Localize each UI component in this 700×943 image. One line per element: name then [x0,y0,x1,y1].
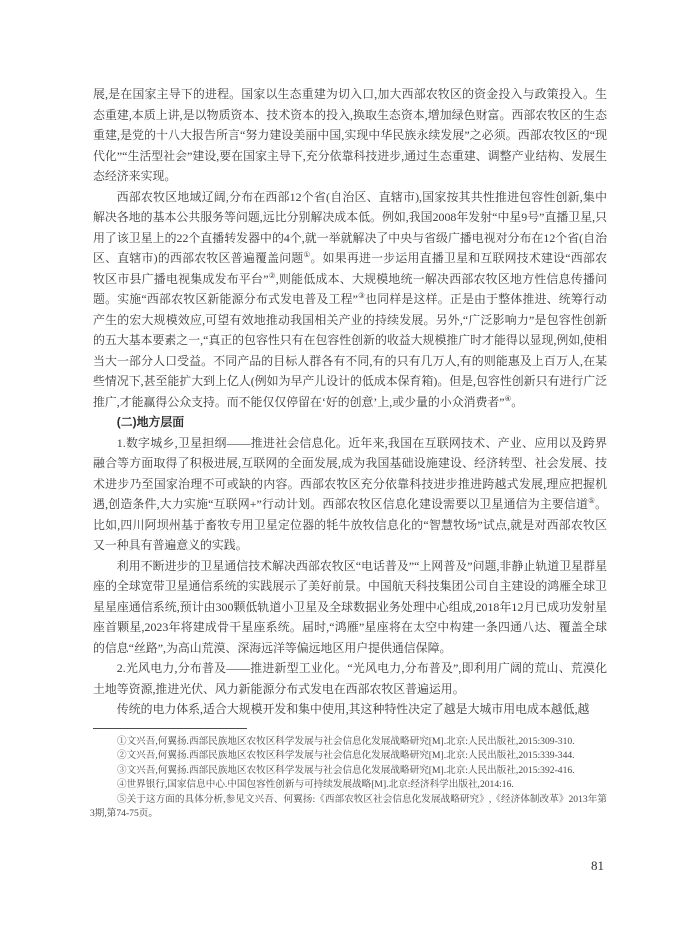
paragraph: 1.数字城乡,卫星担纲——推进社会信息化。近年来,我国在互联网技术、产业、应用以及跨界融合等方面取得了积极进展,互联网的全面发展,成为我国基础设施建设、经济转型、社会发展、技术进步乃至国家治理不可或缺的内容。西部农牧区充分依靠科技进步推进跨越式发展,理应把握机遇,创造条件,大力实施“互联网+”行动计划。西部农牧区信息化建设需要以卫星通信为主要信道⑤。比如,四川阿坝州基于畜牧专用卫星定位器的牦牛放牧信息化的“智慧牧场”试点,就是对西部农牧区又一种具有普遍意义的实践。 [93,435,607,552]
body-text-block [93,84,607,720]
footnote-separator [93,728,247,729]
section-heading: (二)地方层面 [116,415,185,429]
paragraph: 利用不断进步的卫星通信技术解决西部农牧区“电话普及”“上网普及”问题,非静止轨道卫星群星座的全球宽带卫星通信系统的实践展示了美好前景。中国航天科技集团公司自主建设的鸿雁全球卫星星座通信系统,预计由300颗低轨道小卫星及全球数据业务处理中心组成,2018年12月已成功发射星座首颗星,2023年将建成骨干星座系统。届时,“鸿雁”星座将在太空中构建一条四通八达、覆盖全球的信息“丝路”,为高山荒漠、深海远洋等偏远地区用户提供通信保障。 [93,558,607,655]
footnote-item: ①文兴吾,何翼扬.西部民族地区农牧区科学发展与社会信息化发展战略研究[M].北京:人民出版社,2015:309-310. [117,735,575,747]
page-number: 81 [591,858,604,873]
footnote-item: ④世界银行,国家信息中心.中国包容性创新与可持续发展战略[M].北京:经济科学出版社,2014:16. [117,779,514,791]
footnotes-block [90,735,607,823]
footnote-item: ③文兴吾,何翼扬.西部民族地区农牧区科学发展与社会信息化发展战略研究[M].北京:人民出版社,2015:392-416. [117,764,575,776]
footnote-item: ⑤关于这方面的具体分析,参见文兴吾、何翼扬:《西部农牧区社会信息化发展战略研究》,《经济体制改革》2013年第3期,第74-75页。 [90,793,607,820]
page-content [90,84,607,822]
footnote-ref-marker: ① [303,250,311,260]
paragraph: 西部农牧区地域辽阔,分布在西部12个省(自治区、直辖市),国家按其共性推进包容性创新,集中解决各地的基本公共服务等问题,远比分别解决成本低。例如,我国2008年发射“中星9号”直播卫星,只用了该卫星上的22个直播转发器中的4个,就一举就解决了中央与省级广播电视对分布在12个省(自治区、直辖市)的西部农牧区普遍覆盖问题①。如果再进一步运用直播卫星和互联网技术建设“西部农牧区市县广播电视集成发布平台”②,则能低成本、大规模地统一解决西部农牧区地方性信息传播问题。实施“西部农牧区新能源分布式发电普及工程”③也同样是这样。正是由于整体推进、统筹行动产生的宏大规模效应,可望有效地推动我国相关产业的持续发展。另外,“广泛影响力”是包容性创新的五大基本要素之一,“真正的包容性只有在包容性创新的收益大规模推广时才能得以显现,例如,使相当大一部分人口受益。不同产品的目标人群各有不同,有的只有几万人,有的则能惠及上百万人,在某些情况下,甚至能扩大到上亿人(例如为早产儿设计的低成本保育箱)。但是,包容性创新只有进行广泛推广,才能赢得公众支持。而不能仅仅停留在‘好的创意’上,或少量的小众消费者”④。 [93,189,607,409]
paragraph: 传统的电力体系,适合大规模开发和集中使用,其这种特性决定了越是大城市用电成本越低,越 [116,702,590,716]
paragraph: 展,是在国家主导下的进程。国家以生态重建为切入口,加大西部农牧区的资金投入与政策投入。生态重建,本质上讲,是以物质资本、技术资本的投入,换取生态资本,增加绿色财富。西部农牧区的生态重建,是党的十八大报告所言“努力建设美丽中国,实现中华民族永续发展”之必须。西部农牧区的“现代化”“生活型社会”建设,要在国家主导下,充分依靠科技进步,通过生态重建、调整产业结构、发展生态经济来实现。 [93,87,607,183]
footnote-ref-marker: ④ [504,393,512,403]
footnote-ref-marker: ② [268,270,276,280]
paragraph: 2.光风电力,分布普及——推进新型工业化。“光风电力,分布普及”,即利用广阔的荒山、荒漠化土地等资源,推进光伏、风力新能源分布式发电在西部农牧区普遍运用。 [93,661,607,696]
footnote-ref-marker: ③ [357,291,366,301]
footnote-ref-marker: ⑤ [588,496,596,506]
footnote-item: ②文兴吾,何翼扬.西部民族地区农牧区科学发展与社会信息化发展战略研究[M].北京:人民出版社,2015:339-344. [117,750,575,762]
